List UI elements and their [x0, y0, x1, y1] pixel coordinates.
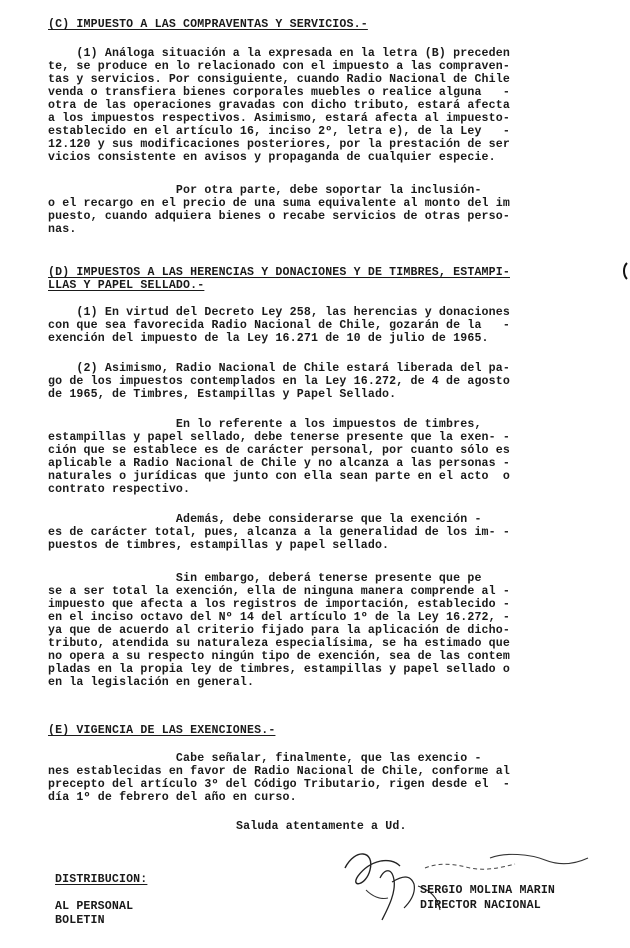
signatory-title: DIRECTOR NACIONAL: [420, 899, 541, 912]
signature-block: [420, 883, 555, 913]
section-d-line: de 1965, de Timbres, Estampillas y Papel Sellado.: [48, 388, 397, 401]
section-e-heading: (E) VIGENCIA DE LAS EXENCIONES.-: [48, 724, 276, 737]
section-e-line: nes establecidas en favor de Radio Nacional de Chile, conforme al: [48, 765, 510, 778]
section-d-line: En lo referente a los impuestos de timbres,: [48, 418, 482, 431]
section-d-line: en la legislación en general.: [48, 676, 255, 689]
section-d-line: puestos de timbres, estampillas y papel sellado.: [48, 539, 390, 552]
section-c-line: puesto, cuando adquiera bienes o recabe servicios de otras perso-: [48, 210, 510, 223]
section-d-line: impuesto que afecta a los registros de importación, establecido -: [48, 598, 510, 611]
section-d-line: contrato respectivo.: [48, 483, 191, 496]
section-e-line: Cabe señalar, finalmente, que las exencio -: [48, 752, 482, 765]
section-d-line: ción que se establece es de carácter personal, por cuanto sólo es: [48, 444, 510, 457]
section-d-heading: (D) IMPUESTOS A LAS HERENCIAS Y DONACIONES Y DE TIMBRES, ESTAMPI-: [48, 266, 510, 279]
closing-salutation: Saluda atentamente a Ud.: [236, 820, 407, 833]
section-c-line: 12.120 y sus modificaciones posteriores, por la prestación de ser: [48, 138, 510, 151]
distribution-item: AL PERSONAL: [55, 900, 134, 913]
section-e-line: precepto del artículo 3º del Código Tributario, rigen desde el -: [48, 778, 510, 791]
section-d-line: ya que de acuerdo al criterio fijado para la aplicación de dicho-: [48, 624, 510, 637]
section-c-heading: (C) IMPUESTO A LAS COMPRAVENTAS Y SERVICIOS.-: [48, 18, 368, 31]
distribution-heading: DISTRIBUCION:: [55, 873, 148, 886]
signatory-name: SERGIO MOLINA MARIN: [420, 884, 556, 897]
section-c-line: o el recargo en el precio de una suma equivalente al monto del im: [48, 197, 510, 210]
section-d-line: naturales o jurídicas que junto con ella sean parte en el acto o: [48, 470, 510, 483]
section-d-line: no opera a su respecto ningún tipo de exención, sea de las contem: [48, 650, 510, 663]
section-c-line: vicios consistente en avisos y propaganda de cualquier especie.: [48, 151, 496, 164]
section-d-heading: LLAS Y PAPEL SELLADO.-: [48, 279, 205, 292]
section-c-line: otra de las operaciones gravadas con dicho tributo, estará afecta: [48, 99, 510, 112]
section-c-line: tas y servicios. Por consiguiente, cuando Radio Nacional de Chile: [48, 73, 510, 86]
section-d-line: estampillas y papel sellado, debe tenerse presente que la exen- -: [48, 431, 510, 444]
distribution-item: BOLETIN: [55, 914, 105, 927]
section-c-line: te, se produce en lo relacionado con el impuesto a las compraven-: [48, 60, 510, 73]
section-d-line: go de los impuestos contemplados en la Ley 16.272, de 4 de agosto: [48, 375, 510, 388]
section-c-line: establecido en el artículo 16, inciso 2º, letra e), de la Ley -: [48, 125, 510, 138]
section-d-line: Sin embargo, deberá tenerse presente que pe: [48, 572, 482, 585]
section-d-line: aplicable a Radio Nacional de Chile y no alcanza a las personas -: [48, 457, 510, 470]
section-c-line: venda o transfiera bienes corporales muebles o realice alguna -: [48, 86, 510, 99]
margin-mark: [622, 262, 628, 280]
section-d-line: se a ser total la exención, ella de ninguna manera comprende al -: [48, 585, 510, 598]
section-e-line: día 1º de febrero del año en curso.: [48, 791, 297, 804]
section-d-line: (2) Asimismo, Radio Nacional de Chile estará liberada del pa-: [48, 362, 510, 375]
section-d-line: con que sea favorecida Radio Nacional de Chile, gozarán de la -: [48, 319, 510, 332]
section-c-line: Por otra parte, debe soportar la inclusión-: [48, 184, 482, 197]
section-d-line: exención del impuesto de la Ley 16.271 de 10 de julio de 1965.: [48, 332, 489, 345]
section-c-line: (1) Análoga situación a la expresada en la letra (B) preceden: [48, 47, 510, 60]
section-d-line: Además, debe considerarse que la exención -: [48, 513, 482, 526]
section-d-line: pladas en la propia ley de timbres, estampillas y papel sellado o: [48, 663, 510, 676]
section-c-line: a los impuestos respectivos. Asimismo, estará afecta al impuesto-: [48, 112, 510, 125]
section-d-line: (1) En virtud del Decreto Ley 258, las herencias y donaciones: [48, 306, 510, 319]
section-d-line: en el inciso octavo del Nº 14 del artículo 1º de la Ley 16.272, -: [48, 611, 510, 624]
section-d-line: es de carácter total, pues, alcanza a la generalidad de los im- -: [48, 526, 510, 539]
section-c-line: nas.: [48, 223, 77, 236]
section-d-line: tributo, atendida su naturaleza especialísima, se ha estimado que: [48, 637, 510, 650]
